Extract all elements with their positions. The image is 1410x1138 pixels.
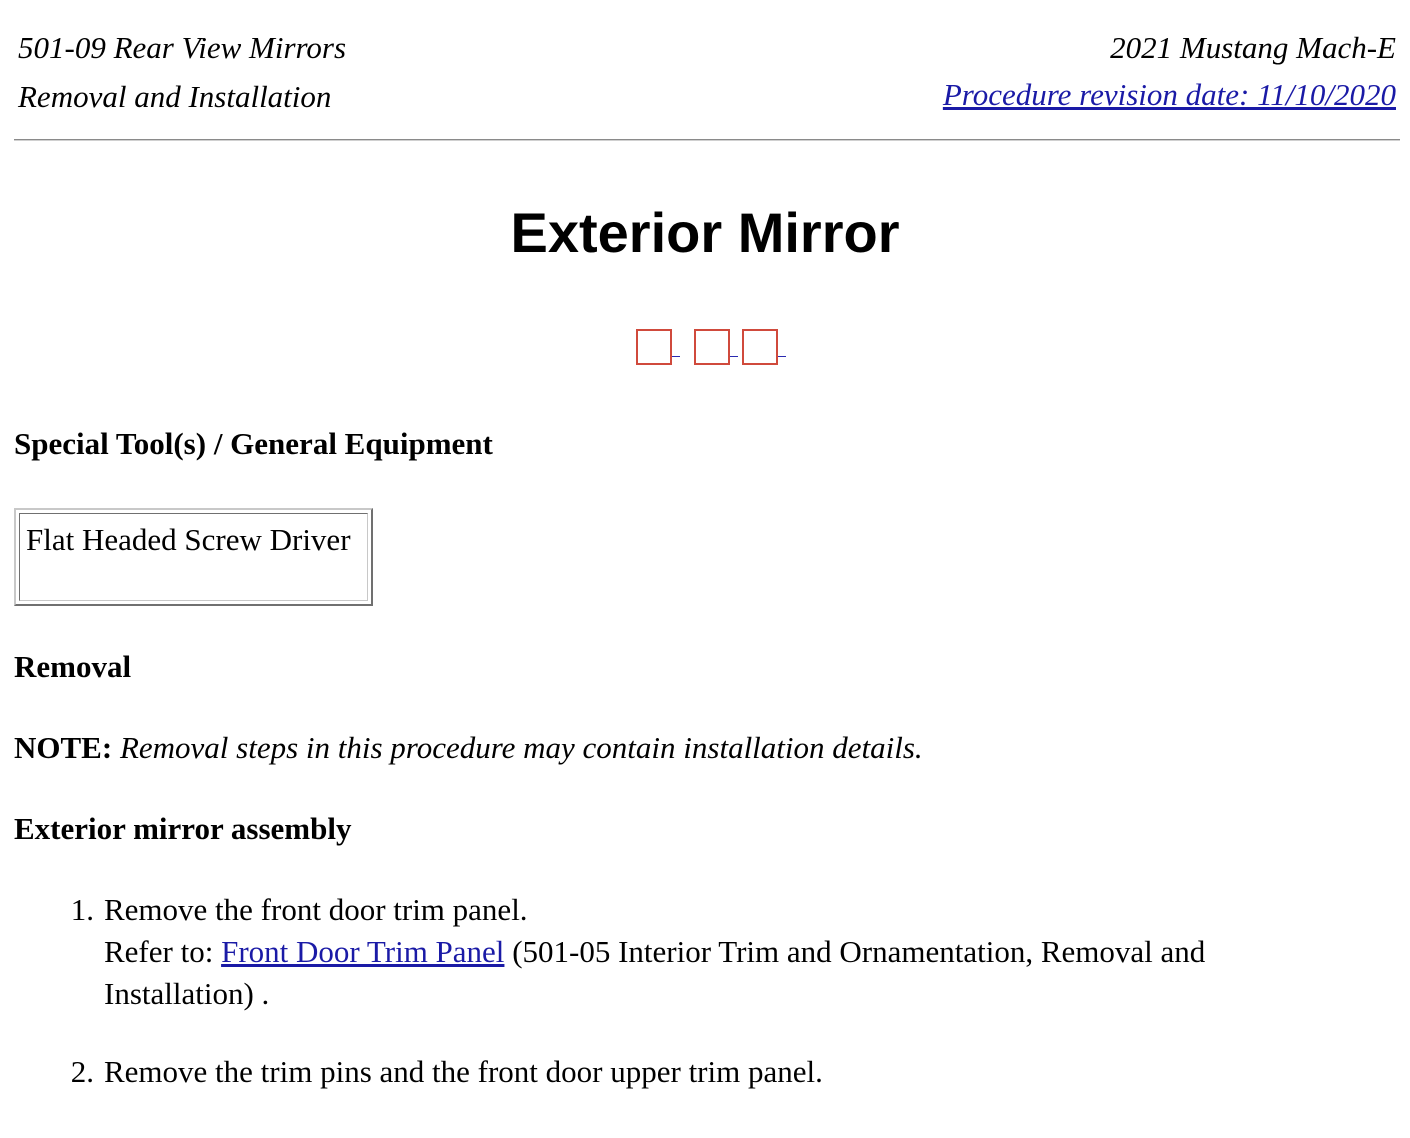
image-link-row bbox=[636, 329, 796, 369]
broken-image-icon[interactable] bbox=[636, 329, 672, 365]
front-door-trim-panel-link[interactable]: Front Door Trim Panel bbox=[221, 934, 505, 969]
header-divider bbox=[14, 139, 1400, 141]
page-header bbox=[0, 0, 1410, 145]
note-label: NOTE: bbox=[14, 730, 113, 765]
removal-heading: Removal bbox=[14, 649, 132, 684]
image-link-underline bbox=[672, 356, 680, 357]
step-body bbox=[104, 1051, 1304, 1093]
step-body bbox=[104, 889, 1304, 1015]
step-reference bbox=[104, 931, 1304, 1015]
image-link-underline bbox=[730, 356, 738, 357]
assembly-heading: Exterior mirror assembly bbox=[14, 811, 352, 846]
broken-image-icon[interactable] bbox=[742, 329, 778, 365]
special-tools-table bbox=[14, 508, 373, 606]
refer-prefix: Refer to: bbox=[104, 934, 214, 969]
step-number: 2. bbox=[70, 1054, 94, 1089]
step-number: 1. bbox=[70, 892, 94, 927]
note-text: Removal steps in this procedure may contain installation details. bbox=[119, 730, 923, 765]
step-text: Remove the trim pins and the front door upper trim panel. bbox=[104, 1054, 823, 1089]
page-title: Exterior Mirror bbox=[510, 201, 900, 264]
revision-date-link[interactable]: Procedure revision date: 11/10/2020 bbox=[942, 77, 1396, 112]
step-text: Remove the front door trim panel. bbox=[104, 892, 528, 927]
removal-note bbox=[14, 730, 923, 766]
header-section: 501-09 Rear View Mirrors bbox=[18, 30, 347, 65]
header-procedure-type: Removal and Installation bbox=[18, 79, 332, 114]
header-vehicle: 2021 Mustang Mach-E bbox=[1110, 30, 1396, 65]
broken-image-icon[interactable] bbox=[694, 329, 730, 365]
special-tools-heading: Special Tool(s) / General Equipment bbox=[14, 426, 493, 461]
tool-cell: Flat Headed Screw Driver bbox=[19, 513, 368, 601]
image-link-underline bbox=[778, 356, 786, 357]
refer-suffix: (501-05 Interior Trim and Ornamentation, Removal and Installation) . bbox=[104, 934, 1206, 1011]
